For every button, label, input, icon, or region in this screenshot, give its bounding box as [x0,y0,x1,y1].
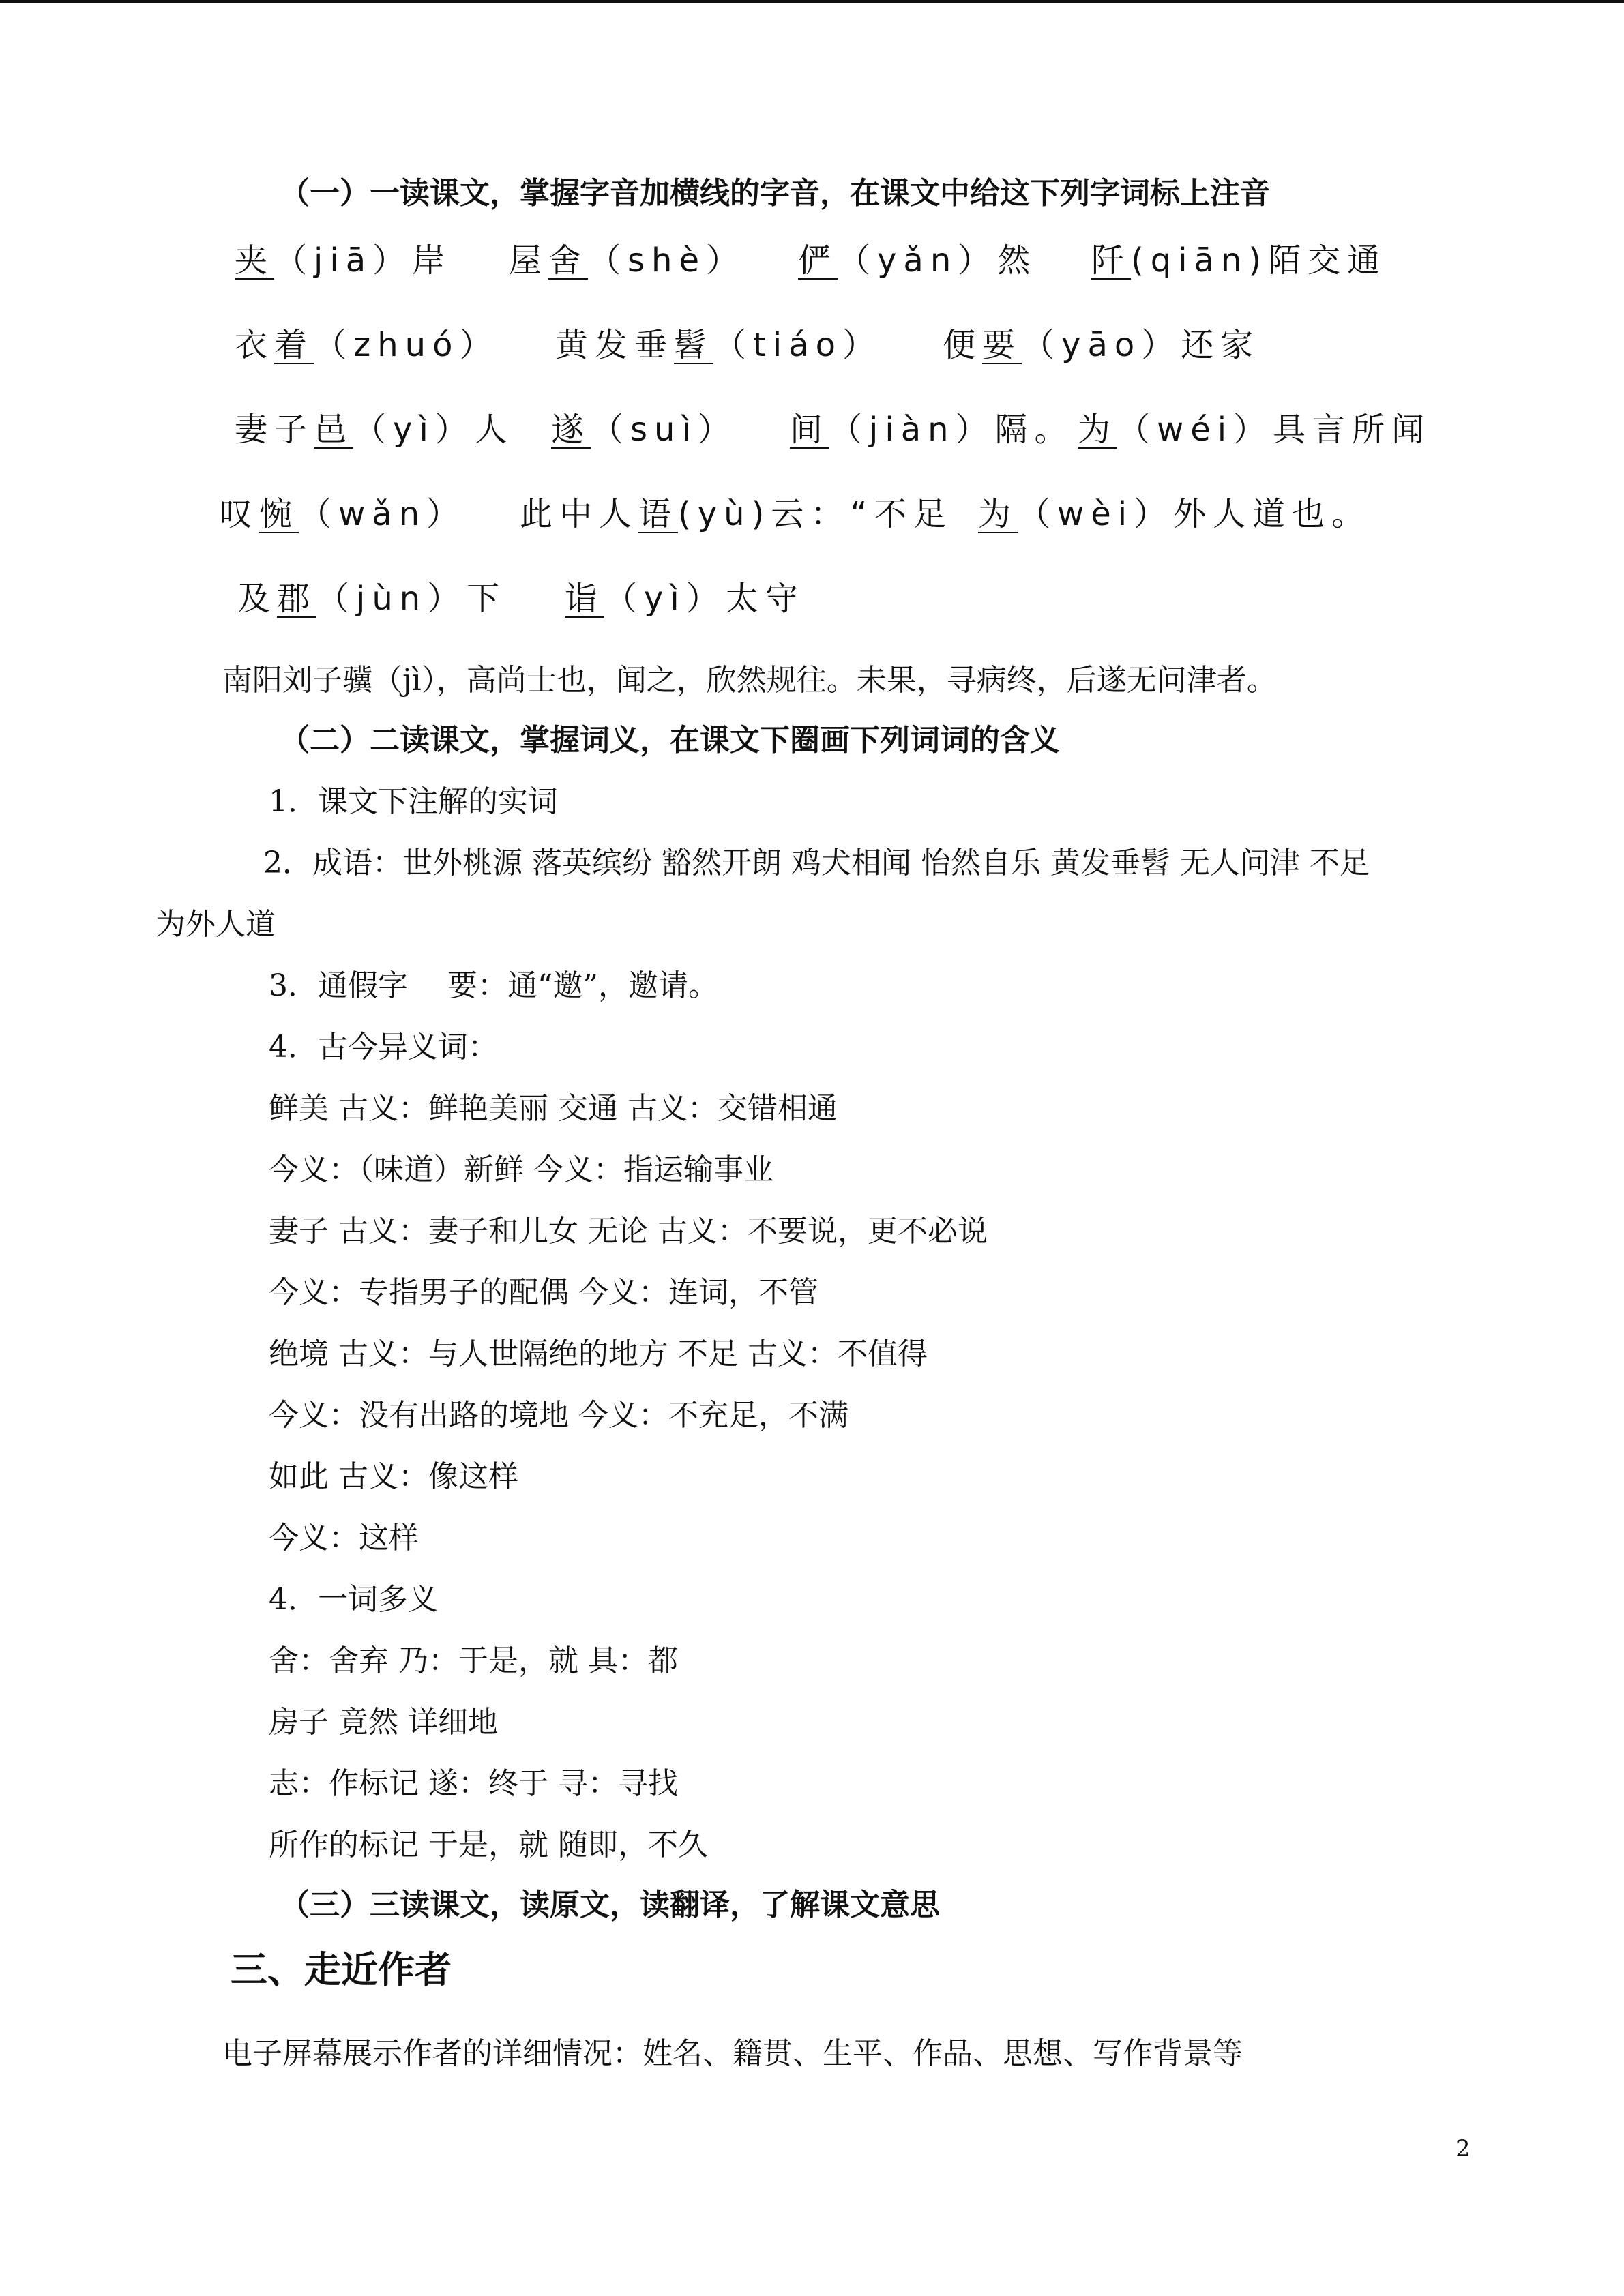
pinyin-row-1 [235,241,452,280]
pinyin-entry: 屋舍（shè） [509,241,745,280]
pinyin-entry: 黄发垂髫（tiáo） [555,326,882,364]
section2-item-1: 1．课文下注解的实词 [269,784,558,819]
gujin-line: 今义：（味道）新鲜 今义：指运输事业 [269,1152,773,1187]
section2-heading: （二）二读课文，掌握词义，在课文下圈画下列词词的含义 [280,723,1060,758]
section3-heading: （三）三读课文，读原文，读翻译，了解课文意思 [280,1888,940,1922]
pinyin-entry: 衣着（zhuó） [235,326,499,364]
pinyin-entry: 遂（suì） [551,411,737,449]
pinyin-entry: 阡(qiān)陌交通 [1091,241,1387,280]
pinyin-entry: 诣（yì）太守 [565,580,805,618]
pinyin-entry: 为（wèi）外人道也。 [978,495,1372,533]
pinyin-entry: 此中人语(yù)云：“不足 [520,495,954,533]
pinyin-entry: 俨（yǎn）然 [798,241,1037,280]
section1-heading: （一）一读课文，掌握字音加横线的字音，在课文中给这下列字词标上注音 [280,176,1270,211]
part3-title: 三、走近作者 [231,1948,452,1991]
pinyin-entry: 便要（yāo）还家 [943,326,1260,364]
gujin-line: 今义：专指男子的配偶 今义：连词，不管 [269,1275,818,1310]
section2-item-2-continued: 为外人道 [156,907,276,942]
pinyin-entry: 夹（jiā）岸 [235,241,452,280]
pinyin-entry: 及郡（jùn）下 [237,580,507,618]
pinyin-entry: 间（jiàn）隔。 [790,411,1074,449]
page-number: 2 [1456,2135,1471,2162]
gujin-line: 绝境 古义：与人世隔绝的地方 不足 古义：不值得 [269,1337,928,1371]
polysemy-line: 舍：舍弃 乃：于是，就 具：都 [269,1643,678,1678]
gujin-line: 如此 古义：像这样 [269,1459,518,1494]
section1-note: 南阳刘子骥（jì），高尚士也，闻之，欣然规往。未果，寻病终，后遂无问津者。 [222,663,1277,698]
polysemy-line: 房子 竟然 详细地 [269,1705,498,1740]
pinyin-entry: 叹惋（wǎn） [220,495,467,533]
gujin-line: 鲜美 古义：鲜艳美丽 交通 古义：交错相通 [269,1091,838,1126]
gujin-line: 今义：没有出路的境地 今义：不充足，不满 [269,1398,848,1433]
pinyin-entry: 妻子邑（yì）人 [235,411,514,449]
pinyin-entry: 为（wéi）具言所闻 [1078,411,1432,449]
section2-item-3: 3．通假字 要：通“邀”，邀请。 [269,968,718,1003]
top-border [0,0,1624,3]
part3-text: 电子屏幕展示作者的详细情况：姓名、籍贯、生平、作品、思想、写作背景等 [222,2036,1243,2071]
gujin-line: 今义：这样 [269,1521,419,1555]
section2-item-5-title: 4．一词多义 [269,1582,438,1617]
section2-item-2: 2．成语：世外桃源 落英缤纷 豁然开朗 鸡犬相闻 怡然自乐 黄发垂髫 无人问津 不足 [263,846,1370,880]
polysemy-line: 志：作标记 遂：终于 寻：寻找 [269,1766,678,1801]
section2-item-4-title: 4．古今异义词： [269,1030,498,1064]
gujin-line: 妻子 古义：妻子和儿女 无论 古义：不要说，更不必说 [269,1214,988,1249]
polysemy-line: 所作的标记 于是，就 随即，不久 [269,1828,708,1862]
